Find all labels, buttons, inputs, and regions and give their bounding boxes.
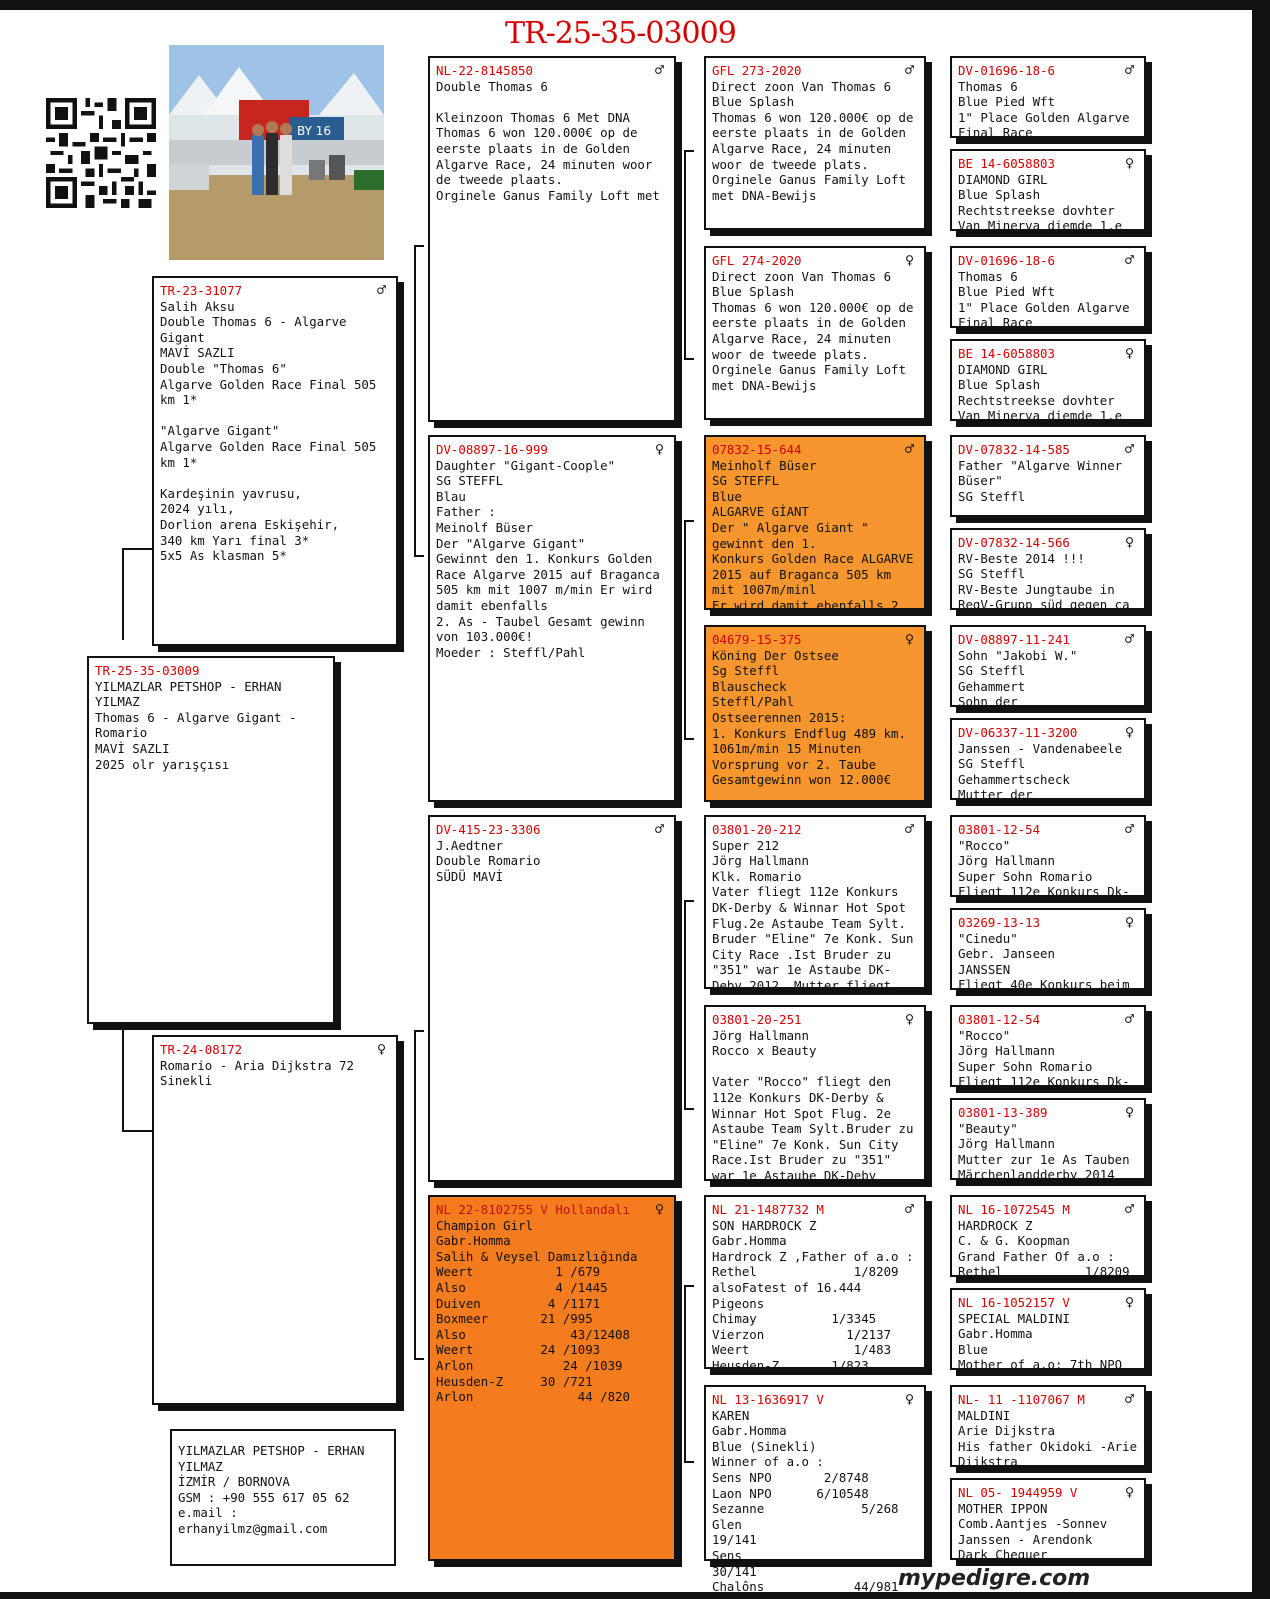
great-great-grandparent-card[interactable] (950, 528, 1146, 613)
pigeon-details: Father "Algarve Winner Büser" SG Steffl (958, 457, 1123, 504)
great-great-grandparent-card[interactable] (950, 1098, 1146, 1183)
ring-number: 03801-13-389 (958, 1105, 1048, 1120)
great-great-grandparent-card[interactable] (950, 435, 1146, 517)
connector (684, 900, 694, 902)
pigeon-details: HARDROCK Z C. & G. Koopman Grand Father Of a.o : Rethel 1/8209 (958, 1217, 1130, 1280)
connector-sire (414, 245, 416, 557)
connector-dam (414, 1030, 416, 1360)
ring-number: 04679-15-375 (712, 632, 802, 647)
great-great-grandparent-card[interactable] (950, 339, 1146, 424)
ring-number: GFL 273-2020 (712, 63, 802, 78)
connector (684, 358, 694, 360)
male-icon: ♂ (904, 820, 914, 838)
connector (926, 855, 928, 950)
great-grandparent-card[interactable] (704, 435, 926, 613)
connector (684, 1108, 694, 1110)
pigeon-details: Salih Aksu Double Thomas 6 - Algarve Gigant MAVİ SAZLI Double "Thomas 6" Algarve Golden Race Final 505 km 1* "Algarve Gigant" Algarve Golden Race Final 505 km 1* Kardeşinin yavrusu, 2024 yılı, Dorlion arena Eskişehir, 340 km Yarı final 3* 5x5 As klasman 5* (160, 298, 377, 564)
female-icon: ♀ (904, 630, 914, 648)
pigeon-details: Double Thomas 6 Kleinzoon Thomas 6 Met DNA Thomas 6 won 120.000€ op de eerste plaats in de Golden Algarve Race, 24 minuten woor de tweede plaats. Orginele Ganus Family Loft met (436, 78, 660, 203)
connector (684, 1285, 686, 1463)
connector (684, 1461, 694, 1463)
pigeon-details: Thomas 6 Blue Pied Wft 1" Place Golden Algarve Final Race (958, 268, 1130, 331)
great-grandparent-card[interactable] (704, 815, 926, 993)
ring-number: TR-25-35-03009 (95, 663, 200, 678)
granddam-card[interactable] (428, 1195, 676, 1561)
ring-number: NL-22-8145850 (436, 63, 533, 78)
ring-number: GFL 274-2020 (712, 253, 802, 268)
connector (926, 1230, 928, 1325)
connector (926, 475, 928, 570)
male-icon: ♂ (1124, 440, 1134, 458)
top-border (0, 0, 1270, 10)
great-great-grandparent-card[interactable] (950, 1195, 1146, 1280)
male-icon: ♂ (1124, 1390, 1134, 1408)
great-great-grandparent-card[interactable] (950, 56, 1146, 141)
ring-number: DV-08897-16-999 (436, 442, 548, 457)
pigeon-details: Thomas 6 Blue Pied Wft 1" Place Golden Algarve Final Race (958, 78, 1130, 141)
pigeon-details: Romario - Aria Dijkstra 72 Sinekli (160, 1057, 354, 1089)
grandsire-card[interactable] (428, 815, 676, 1182)
great-grandparent-card[interactable] (704, 56, 926, 230)
pigeon-details: "Beauty" Jörg Hallmann Mutter zur 1e As Tauben Märchenlandderby 2014 (958, 1120, 1130, 1183)
ring-number: 07832-15-644 (712, 442, 802, 457)
pigeon-details: Jörg Hallmann Rocco x Beauty Vater "Rocco" fliegt den 112e Konkurs DK-Derby & Winnar Hot Spot Flug. 2e Astaube Team Sylt.Bruder zu "Eline" 7e Konk. Sun City Race.Ist Bruder zu "351" war 1e Astaube DK-Deby (712, 1027, 914, 1183)
ring-number: NL 21-1487732 M (712, 1202, 824, 1217)
male-icon: ♂ (654, 820, 664, 838)
grandsire-card[interactable] (428, 56, 676, 422)
connector (684, 520, 694, 522)
great-great-grandparent-card[interactable] (950, 149, 1146, 234)
ring-number: TR-23-31077 (160, 283, 243, 298)
connector-subject-sire (122, 548, 124, 640)
connector (684, 900, 686, 1110)
female-icon: ♀ (376, 1040, 386, 1058)
female-icon: ♀ (1124, 154, 1134, 172)
great-great-grandparent-card[interactable] (950, 1478, 1146, 1563)
male-icon: ♂ (1124, 1200, 1134, 1218)
ring-number: NL 22-8102755 V Hollandalı (436, 1202, 630, 1217)
great-grandparent-card[interactable] (704, 246, 926, 420)
ring-number: DV-08897-11-241 (958, 632, 1070, 647)
female-icon: ♀ (904, 1010, 914, 1028)
pigeon-details: Meinholf Büser SG STEFFL Blue ALGARVE GİANT Der " Algarve Giant " gewinnt den 1. Konkurs Golden Race ALGARVE 2015 auf Braganca 505 km mit 1007m/minl Er wird damit ebenfalls 2 (712, 457, 914, 613)
male-icon: ♂ (904, 61, 914, 79)
connector (414, 555, 424, 557)
pigeon-details: KAREN Gabr.Homma Blue (Sinekli) Winner of a.o : Sens NPO 2/8748 Laon NPO 6/10548 Sezanne 5/268 Glen 19/141 Sens 30/141 Chalôns 44/981 (712, 1407, 899, 1595)
ring-number: 03801-20-212 (712, 822, 802, 837)
ring-number: DV-01696-18-6 (958, 63, 1055, 78)
right-border (1252, 0, 1270, 1599)
male-icon: ♂ (904, 1200, 914, 1218)
pigeon-details: J.Aedtner Double Romario SÜDÜ MAVİ (436, 837, 541, 884)
female-icon: ♀ (654, 1200, 664, 1218)
connector (414, 1030, 424, 1032)
pigeon-details: DIAMOND GIRL Blue Splash Rechtstreekse dovhter Van Minerva diemde 1.e (958, 171, 1123, 234)
female-icon: ♀ (654, 440, 664, 458)
male-icon: ♂ (1124, 820, 1134, 838)
connector (684, 520, 686, 740)
connector (122, 1130, 152, 1132)
female-icon: ♀ (1124, 913, 1134, 931)
ring-number: NL- 11 -1107067 M (958, 1392, 1085, 1407)
great-great-grandparent-card[interactable] (950, 908, 1146, 993)
female-icon: ♀ (1124, 344, 1134, 362)
female-icon: ♀ (1124, 533, 1134, 551)
contact-card (170, 1429, 396, 1566)
female-icon: ♀ (904, 1390, 914, 1408)
pigeon-details: "Rocco" Jörg Hallmann Super Sohn Romario Fliegt 112e Konkurs Dk- (958, 837, 1130, 900)
great-great-grandparent-card[interactable] (950, 1288, 1146, 1373)
ring-number: NL 13-1636917 V (712, 1392, 824, 1407)
qr-code-icon[interactable] (46, 98, 156, 208)
connector (926, 95, 928, 190)
site-logo[interactable]: mypedigre.com (898, 1566, 1091, 1591)
great-great-grandparent-card[interactable] (950, 246, 1146, 331)
ring-number: DV-06337-11-3200 (958, 725, 1078, 740)
pigeon-details: Janssen - Vandenabeele SG Steffl Gehammertscheck Mutter der (958, 740, 1123, 803)
pigeon-details: RV-Beste 2014 !!! SG Steffl RV-Beste Jungtaube in RegV-Grupp süd gegen ca (958, 550, 1130, 613)
great-grandparent-card[interactable] (704, 625, 926, 802)
pigeon-details: Direct zoon Van Thomas 6 Blue Splash Thomas 6 won 120.000€ op de eerste plaats in de Golden Algarve Race, 24 minuten woor de tweede plats. Orginele Ganus Family Loft met DNA-Bewijs (712, 78, 914, 203)
male-icon: ♂ (1124, 61, 1134, 79)
male-icon: ♂ (904, 440, 914, 458)
connector (926, 1045, 928, 1140)
great-grandparent-card[interactable] (704, 1195, 926, 1373)
pigeon-details: Köning Der Ostsee Sg Steffl Blauscheck Steffl/Pahl Ostseerennen 2015: 1. Konkurs Endflug 489 km. 1061m/min 15 Minuten Vorsprung vor 2. Taube Gesamtgewinn won 12.000€ (712, 647, 906, 788)
page-title: TR-25-35-03009 (505, 16, 736, 51)
male-icon: ♂ (1124, 251, 1134, 269)
svg-text:BY 16: BY 16 (297, 124, 331, 138)
great-grandparent-card[interactable] (704, 1385, 926, 1595)
subject-pigeon-card[interactable] (87, 656, 335, 1024)
female-icon: ♀ (1124, 1483, 1134, 1501)
ring-number: DV-07832-14-585 (958, 442, 1070, 457)
connector (684, 1285, 694, 1287)
connector (926, 285, 928, 380)
great-grandparent-card[interactable] (704, 1005, 926, 1181)
ring-number: 03269-13-13 (958, 915, 1041, 930)
contact-details: YILMAZLAR PETSHOP - ERHAN YILMAZ İZMİR / BORNOVA GSM : +90 555 617 05 62 e.mail : erhanyilmz@gmail.com (178, 1443, 365, 1536)
pigeon-details: YILMAZLAR PETSHOP - ERHAN YILMAZ Thomas 6 - Algarve Gigant - Romario MAVİ SAZLI 2025 olr yarışçısı (95, 678, 297, 772)
pigeon-details: DIAMOND GIRL Blue Splash Rechtstreekse dovhter Van Minerva diemde 1.e (958, 361, 1123, 424)
pigeon-details: MALDINI Arie Dijkstra His father Okidoki -Arie Dijkstra (958, 1407, 1138, 1470)
male-icon: ♂ (376, 281, 386, 299)
great-great-grandparent-card[interactable] (950, 1385, 1146, 1470)
female-icon: ♀ (1124, 1103, 1134, 1121)
connector (684, 150, 686, 360)
ring-number: BE 14-6058803 (958, 346, 1055, 361)
pigeon-details: Champion Girl Gabr.Homma Salih & Veysel Damızlığında Weert 1 /679 Also 4 /1445 Duiven 4 /1171 Boxmeer 21 /995 Also 43/12408 Weert 24 /1093 Arlon 24 /1039 Heusden-Z 30 /721 Arlon 44 /820 (436, 1217, 638, 1405)
connector (122, 548, 152, 550)
connector (684, 738, 694, 740)
ring-number: DV-415-23-3306 (436, 822, 541, 837)
connector (414, 245, 424, 247)
pigeon-details: MOTHER IPPON Comb.Aantjes -Sonnev Janssen - Arendonk Dark Chequer (958, 1500, 1108, 1563)
ring-number: DV-01696-18-6 (958, 253, 1055, 268)
connector (926, 665, 928, 760)
great-great-grandparent-card[interactable] (950, 1005, 1146, 1090)
dam-card[interactable] (152, 1035, 398, 1405)
ring-number: 03801-12-54 (958, 822, 1041, 837)
ring-number: TR-24-08172 (160, 1042, 243, 1057)
ring-number: BE 14-6058803 (958, 156, 1055, 171)
female-icon: ♀ (1124, 723, 1134, 741)
bottom-border (0, 1592, 1252, 1599)
pigeon-details: Direct zoon Van Thomas 6 Blue Splash Thomas 6 won 120.000€ op de eerste plaats in de Golden Algarve Race, 24 minuten woor de tweede plats. Orginele Ganus Family Loft met DNA-Bewijs (712, 268, 914, 393)
great-great-grandparent-card[interactable] (950, 718, 1146, 803)
great-great-grandparent-card[interactable] (950, 815, 1146, 900)
ring-number: NL 05- 1944959 V (958, 1485, 1078, 1500)
ring-number: NL 16-1052157 V (958, 1295, 1070, 1310)
pigeon-details: "Rocco" Jörg Hallmann Super Sohn Romario Fliegt 112e Konkurs Dk- (958, 1027, 1130, 1090)
ring-number: NL 16-1072545 M (958, 1202, 1070, 1217)
ring-number: 03801-12-54 (958, 1012, 1041, 1027)
ring-number: 03801-20-251 (712, 1012, 802, 1027)
male-icon: ♂ (1124, 630, 1134, 648)
pigeon-details: SPECIAL MALDINI Gabr.Homma Blue Mother of a.o: 7th NPO (958, 1310, 1123, 1373)
connector (684, 150, 694, 152)
connector (926, 1420, 928, 1515)
ring-number: DV-07832-14-566 (958, 535, 1070, 550)
sire-card[interactable] (152, 276, 398, 646)
great-great-grandparent-card[interactable] (950, 625, 1146, 710)
pigeon-details: "Cinedu" Gebr. Janseen JANSSEN Fliegt 40e Konkurs beim (958, 930, 1130, 993)
connector (414, 1358, 424, 1360)
male-icon: ♂ (1124, 1010, 1134, 1028)
granddam-card[interactable] (428, 435, 676, 802)
pigeon-details: SON HARDROCK Z Gabr.Homma Hardrock Z ,Father of a.o : Rethel 1/8209 alsoFatest of 16.444 Pigeons Chimay 1/3345 Vierzon 1/2137 Weert 1/483 Heusden-Z 1/823 (712, 1217, 914, 1373)
pigeon-details: Super 212 Jörg Hallmann Klk. Romario Vater fliegt 112e Konkurs DK-Derby & Winnar Hot Spot Flug.2e Astaube Team Sylt. Bruder "Eline" 7e Konk. Sun City Race .Ist Bruder zu "351" war 1e Astaube DK- Deby 2012. Mutter fliegt (712, 837, 914, 993)
female-icon: ♀ (1124, 1293, 1134, 1311)
female-icon: ♀ (904, 251, 914, 269)
loft-photo (169, 45, 384, 260)
pigeon-details: Daughter "Gigant-Coople" SG STEFFL Blau Father : Meinolf Büser Der "Algarve Gigant" Gewinnt den 1. Konkurs Golden Race Algarve 2015 auf Braganca 505 km mit 1007 m/min Er wird damit ebenfalls 2. As - Taubel Gesamt gewinn von 103.000€! Moeder : Steffl/Pahl (436, 457, 660, 660)
male-icon: ♂ (654, 61, 664, 79)
pigeon-details: Sohn "Jakobi W." SG Steffl Gehammert Sohn der (958, 647, 1078, 710)
